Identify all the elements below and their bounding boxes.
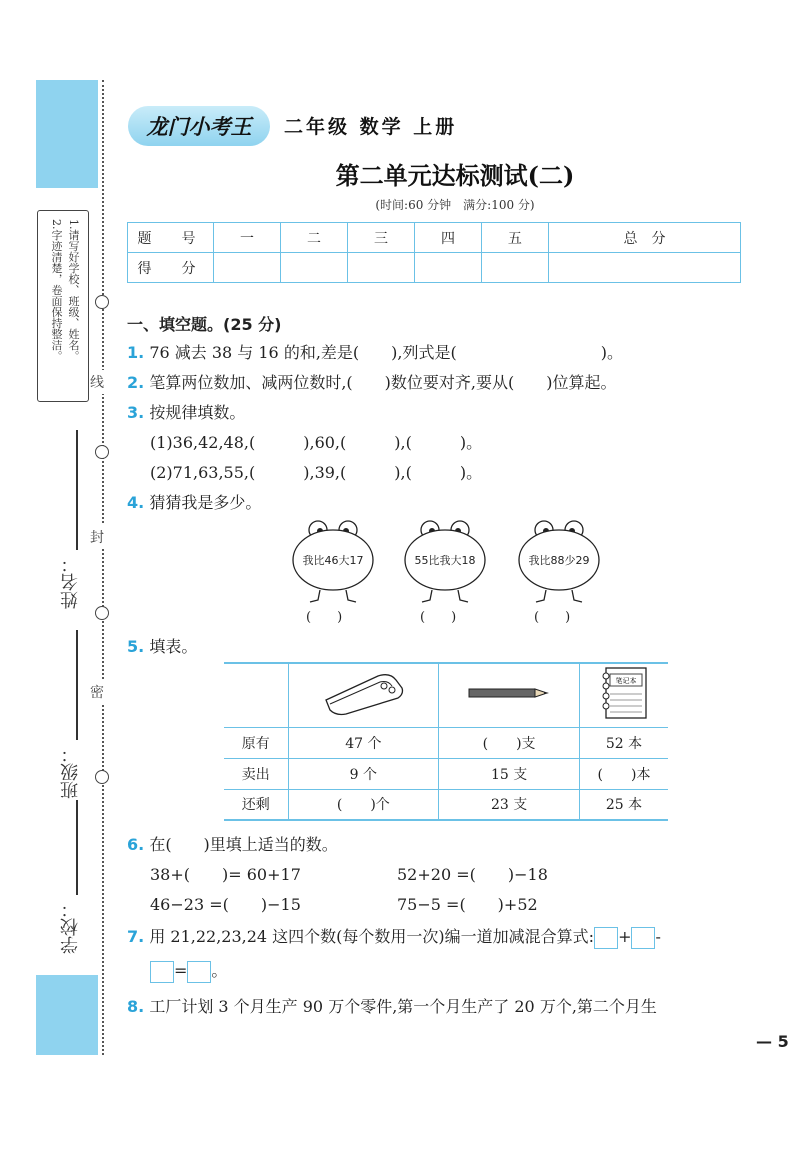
answer-box[interactable] (187, 961, 211, 983)
score-col: 四 (414, 223, 481, 253)
score-cell[interactable] (481, 253, 548, 283)
score-table (127, 222, 741, 283)
binding-dotted-line (102, 80, 104, 1055)
question-text: 用 21,22,23,24 这四个数(每个数用一次)编一道加减混合算式: (149, 927, 595, 946)
question-7 (127, 924, 661, 949)
frog-illustration (402, 518, 488, 604)
question-number: 5. (127, 637, 145, 656)
score-col: 二 (280, 223, 347, 253)
score-cell[interactable] (214, 253, 281, 283)
pencil-cell (439, 663, 580, 727)
answer-box[interactable] (594, 927, 618, 949)
instruction-1: 1.请写好学校、班级、姓名。 (67, 219, 80, 362)
question-3-part-2: (2)71,63,55,( ),39,( ),( )。 (150, 463, 483, 482)
class-field-line[interactable] (76, 630, 78, 740)
page-number: — 5 (756, 1032, 789, 1051)
question-number: 2. (127, 373, 145, 392)
pencil-icon (467, 686, 551, 700)
equation[interactable]: 38+( )= 60+17 (150, 865, 301, 884)
question-6 (127, 832, 338, 855)
question-3-part-1: (1)36,42,48,( ),60,( ),( )。 (150, 433, 483, 452)
score-cell[interactable] (414, 253, 481, 283)
name-field-line[interactable] (76, 430, 78, 550)
fill-cell[interactable]: ( )本 (579, 758, 668, 789)
seal-char-mi: 密 (90, 680, 104, 704)
question-number: 4. (127, 493, 145, 512)
frog-clue: 我比46大17 (302, 554, 364, 567)
question-number: 6. (127, 835, 145, 854)
question-text: 猜猜我是多少。 (149, 493, 262, 512)
equation[interactable]: 46−23 =( )−15 (150, 895, 301, 914)
minus-sign: - (655, 927, 661, 946)
fill-row-label: 还剩 (224, 789, 288, 820)
pencil-case-cell (288, 663, 439, 727)
question-number: 8. (127, 997, 145, 1016)
pencil-case-icon (318, 670, 408, 716)
score-col: 一 (214, 223, 281, 253)
question-7-continued (150, 958, 227, 983)
fill-table (224, 662, 668, 821)
fill-cell: 47 个 (288, 727, 439, 758)
frog-clue: 我比88少29 (528, 554, 590, 567)
fill-cell[interactable]: ( )个 (288, 789, 439, 820)
score-row-header: 得 分 (128, 253, 214, 283)
question-8 (127, 994, 657, 1017)
binding-hole (95, 295, 109, 309)
binding-hole (95, 606, 109, 620)
equation[interactable]: 52+20 =( )−18 (397, 865, 548, 884)
school-field-line[interactable] (76, 800, 78, 895)
frog-illustration (290, 518, 376, 604)
score-col: 五 (481, 223, 548, 253)
answer-box[interactable] (631, 927, 655, 949)
score-cell[interactable] (548, 253, 740, 283)
decor-bar-bottom (36, 975, 98, 1055)
notebook-icon (598, 666, 650, 720)
instruction-2: 2.字迹清楚，卷面保持整洁。 (50, 219, 63, 362)
fill-row-label: 卖出 (224, 758, 288, 789)
question-text: 笔算两位数加、减两位数时,( )数位要对齐,要从( )位算起。 (149, 373, 617, 392)
seal-char-feng: 封 (90, 525, 104, 549)
equation[interactable]: 75−5 =( )+52 (397, 895, 538, 914)
frog-answer-blank[interactable]: ( ) (420, 610, 457, 625)
score-col: 三 (347, 223, 414, 253)
score-table-header: 题 号 (128, 223, 214, 253)
fill-cell: 23 支 (439, 789, 580, 820)
frog-answer-blank[interactable]: ( ) (306, 610, 343, 625)
page-title: 第二单元达标测试(二) (335, 161, 575, 190)
fill-cell: 9 个 (288, 758, 439, 789)
question-3 (127, 400, 245, 423)
question-text: 填表。 (149, 637, 198, 656)
notebook-label: 笔记本 (615, 677, 637, 686)
question-4 (127, 490, 261, 513)
question-text: 按规律填数。 (149, 403, 246, 422)
frog-clue: 55比我大18 (414, 554, 476, 567)
score-cell[interactable] (347, 253, 414, 283)
fill-cell[interactable]: ( )支 (439, 727, 580, 758)
fill-cell: 15 支 (439, 758, 580, 789)
fill-table-corner (224, 663, 288, 727)
question-number: 7. (127, 927, 145, 946)
question-5 (127, 634, 197, 657)
answer-box[interactable] (150, 961, 174, 983)
period: 。 (211, 961, 228, 980)
score-col: 总 分 (548, 223, 740, 253)
page-subtitle: (时间:60 分钟 满分:100 分) (375, 198, 535, 212)
question-1 (127, 340, 623, 363)
frog-illustration (516, 518, 602, 604)
frog-answer-blank[interactable]: ( ) (534, 610, 571, 625)
fill-cell: 25 本 (579, 789, 668, 820)
question-text: 在( )里填上适当的数。 (149, 835, 338, 854)
fill-row-label: 原有 (224, 727, 288, 758)
seal-char-xian: 线 (90, 370, 104, 394)
question-text: 工厂计划 3 个月生产 90 万个零件,第一个月生产了 20 万个,第二个月生 (149, 997, 657, 1016)
section-title: 一、填空题。(25 分) (127, 315, 282, 334)
brand-logo: 龙门小考王 (128, 106, 270, 146)
binding-hole (95, 770, 109, 784)
question-2 (127, 370, 616, 393)
class-label: 班级： (60, 745, 81, 799)
grade-subject: 二年级 数学 上册 (284, 116, 458, 138)
score-cell[interactable] (280, 253, 347, 283)
notebook-cell (579, 663, 668, 727)
plus-sign: + (618, 927, 632, 946)
instructions-box (37, 210, 89, 402)
question-number: 1. (127, 343, 145, 362)
name-label: 姓名： (60, 555, 81, 609)
binding-hole (95, 445, 109, 459)
question-text: 76 减去 38 与 16 的和,差是( ),列式是( )。 (149, 343, 623, 362)
fill-cell: 52 本 (579, 727, 668, 758)
school-label: 学校： (60, 900, 81, 954)
equals-sign: = (174, 961, 188, 980)
question-number: 3. (127, 403, 145, 422)
